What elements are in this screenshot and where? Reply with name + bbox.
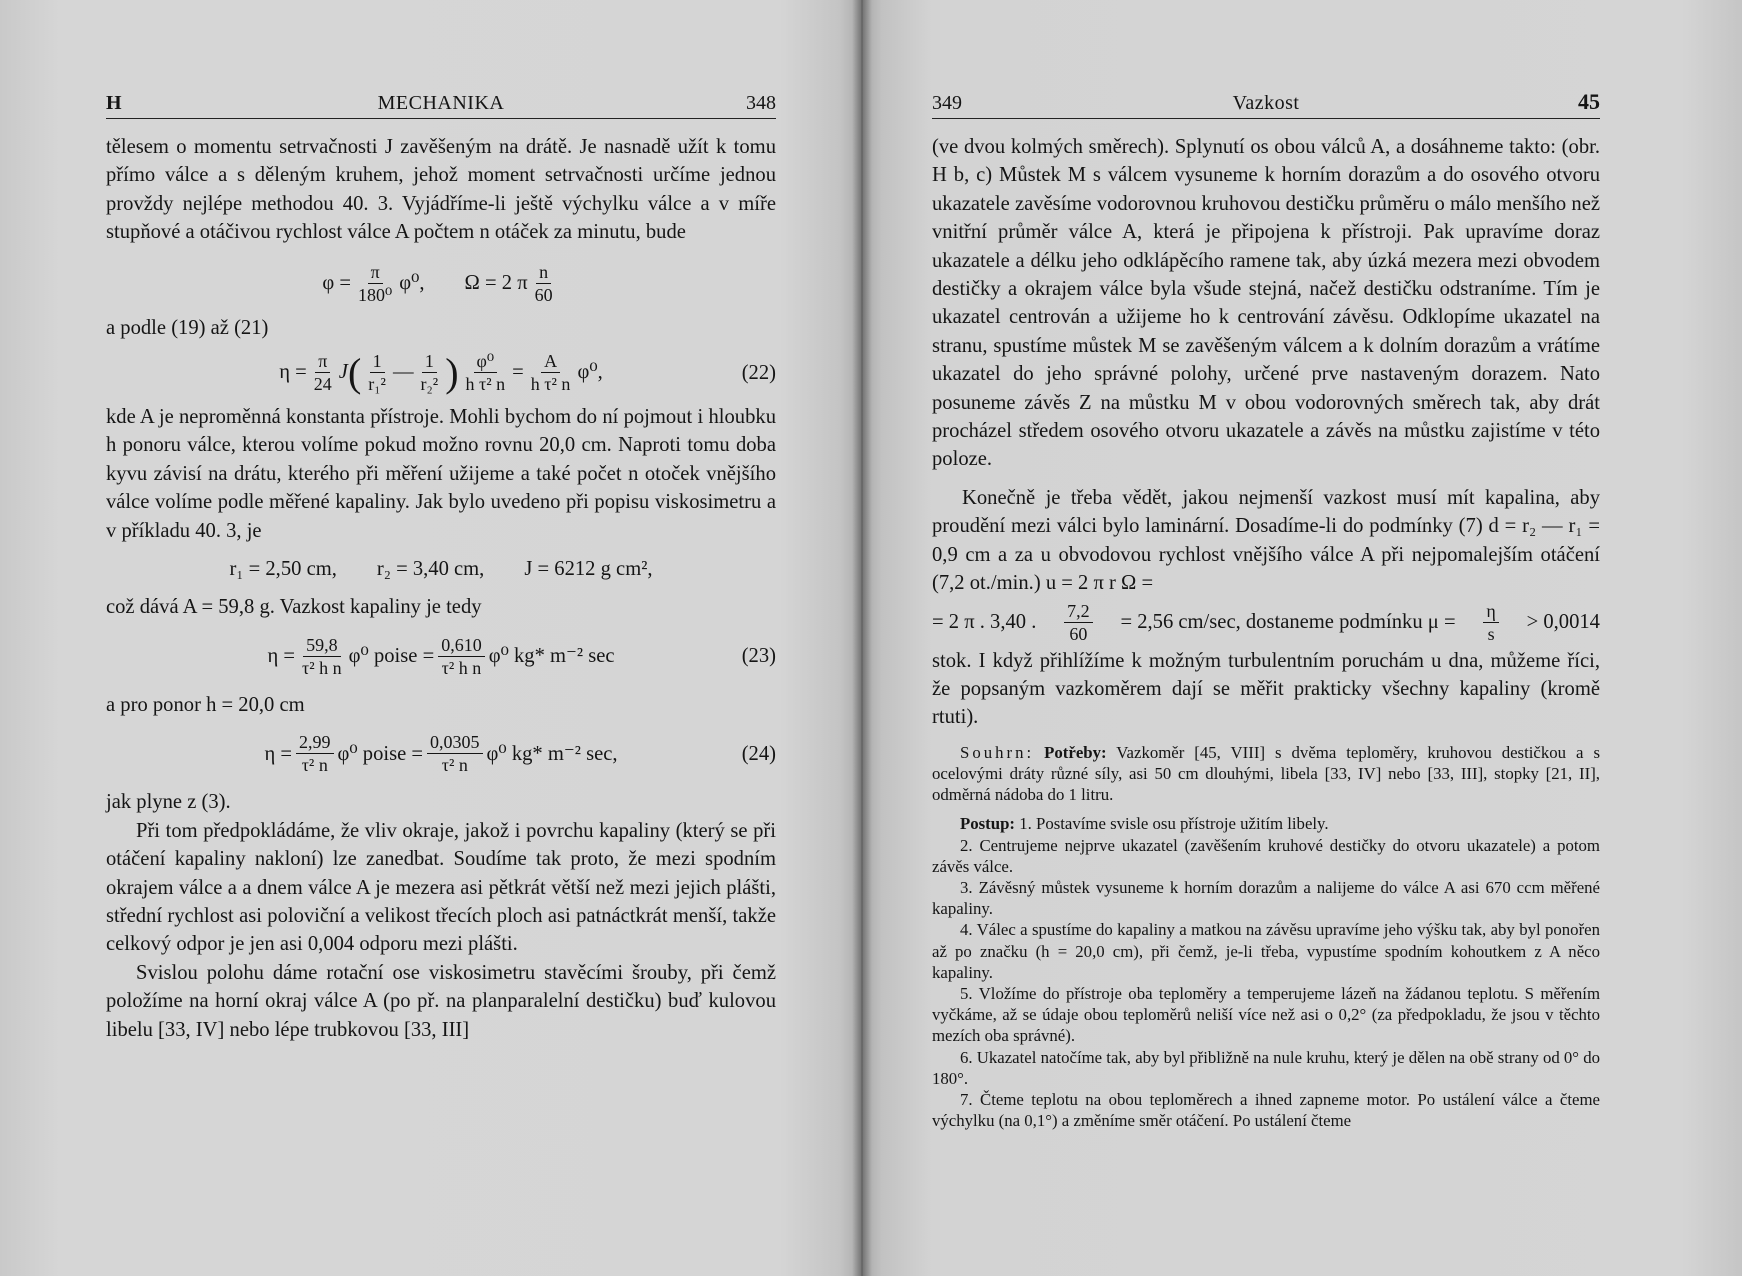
denominator: h τ² n bbox=[530, 374, 571, 395]
denominator: s bbox=[1487, 623, 1495, 644]
procedure-step: 7. Čteme teplotu na obou teploměrech a ihned zapneme motor. Po ustálení válce a čteme výchylku (na 0,1°) a změníme směr otáčení. Po ustálení čteme bbox=[932, 1089, 1600, 1131]
fraction bbox=[463, 350, 509, 395]
equation-phi bbox=[106, 261, 776, 306]
fraction bbox=[311, 350, 335, 395]
procedure-step: 6. Ukazatel natočíme tak, aby byl přibližně na nule kruhu, který je dělen na obě strany od 0° do 180°. bbox=[932, 1047, 1600, 1088]
potreby-label: Potřeby: bbox=[1044, 742, 1107, 762]
paragraph: tělesem o momentu setrvačnosti J zavěšeným na drátě. Je nasnadě užít k tomu přímo válce a s děleným kruhem, jehož moment setrvačnosti určíme jednou provždy nejlépe methodou 40. 3. Vyjádříme-li ještě výchylku válce a v míře stupňové a otáčivou rychlost válce A počtem n otáček za minutu, bude bbox=[106, 136, 776, 244]
eq-symbol: J bbox=[338, 361, 348, 384]
equation-number: (23) bbox=[741, 645, 776, 668]
numerator: φ⁰ bbox=[474, 350, 498, 373]
fraction bbox=[418, 350, 442, 395]
left-text-column bbox=[106, 88, 776, 1044]
paren-close: ) bbox=[445, 349, 459, 395]
equation-24 bbox=[106, 731, 776, 776]
text-line: a pro ponor h = 20,0 cm bbox=[106, 693, 305, 716]
header-page-number: 349 bbox=[932, 92, 962, 114]
procedure-intro bbox=[932, 813, 1600, 834]
numerator: n bbox=[536, 261, 551, 284]
denominator: τ² h n bbox=[302, 657, 342, 678]
numerator: 2,99 bbox=[296, 731, 334, 754]
eq-text: J = 6212 g cm², bbox=[524, 558, 653, 581]
eq-text: φ⁰ kg* m⁻² sec bbox=[488, 645, 615, 668]
equation-23 bbox=[106, 634, 776, 679]
eq-text: η = bbox=[264, 742, 293, 765]
numerator: 1 bbox=[370, 350, 385, 373]
header-title: MECHANIKA bbox=[377, 92, 505, 114]
numerator: 1 bbox=[422, 350, 437, 373]
eq-text: r₁ = 2,50 cm, bbox=[229, 558, 337, 581]
equation-number: (24) bbox=[741, 742, 776, 765]
eq-text: r₂ = 3,40 cm, bbox=[376, 558, 485, 581]
paragraph: kde A je neproměnná konstanta přístroje. Mohli bychom do ní pojmout i hloubku h ponoru válce, kterou volíme pokud možno rovnu 20,0 cm. Naproti tomu doba kyvu závisí na drátu, kterého při měření užijeme a také počet n otoček vnějšího válce volíme podle měřené kapaliny. Jak bylo uvedeno při popisu viskosimetru a v příkladu 40. 3, je bbox=[106, 406, 776, 542]
fraction bbox=[427, 731, 483, 776]
book-gutter bbox=[852, 0, 872, 1276]
denominator: τ² n bbox=[441, 755, 468, 776]
numerator: 59,8 bbox=[303, 634, 341, 657]
numerator: π bbox=[315, 350, 330, 373]
equation-number: (22) bbox=[741, 361, 776, 384]
eq-text: — bbox=[392, 361, 414, 384]
right-text-column bbox=[932, 88, 1600, 1131]
values-line bbox=[106, 555, 776, 583]
souhrn-label: Souhrn: bbox=[960, 742, 1035, 762]
right-page bbox=[862, 0, 1742, 1276]
fraction bbox=[299, 634, 345, 679]
denominator: 60 bbox=[1069, 623, 1088, 644]
paragraph: stok. I když přihlížíme k možným turbulentním poruchám u dna, můžeme říci, že popsaným vazkoměrem dají se měřit prakticky všechny kapaliny (kromě rtuti). bbox=[932, 649, 1600, 729]
text-line: jak plyne z (3). bbox=[106, 791, 231, 814]
denominator: τ² h n bbox=[441, 657, 482, 678]
paragraph: Svislou polohu dáme rotační ose viskosimetru stavěcími šrouby, při čemž položíme na horní okraj válce A (po př. na planparalelní destičku) buď kulovou libelu [33, IV] nebo lépe trubkovou [33, III] bbox=[106, 961, 776, 1041]
denominator: 24 bbox=[313, 374, 332, 395]
header-section-letter: H bbox=[106, 92, 122, 114]
paragraph: Při tom předpokládáme, že vliv okraje, jakož i povrchu kapaliny (který se při otáčení kapaliny nakloní) lze zanedbat. Soudíme tak proto, že mezi spodním okrajem válce a a dnem válce A je mezera asi pětkrát větší než mezi jejich plášti, střední rychlost asi poloviční a velikost třecích ploch asi patnáctkrát menší, takže celkový odpor je jen asi 0,004 odporu mezi plášti. bbox=[106, 819, 776, 956]
fraction bbox=[1064, 600, 1093, 645]
eq-text: φ⁰, bbox=[577, 361, 603, 384]
fraction bbox=[365, 350, 389, 395]
numerator: 7,2 bbox=[1064, 600, 1093, 623]
numerator: η bbox=[1483, 600, 1498, 623]
numerator: A bbox=[541, 350, 560, 373]
denominator: τ² n bbox=[301, 755, 328, 776]
procedure-step: 2. Centrujeme nejprve ukazatel (zavěšením kruhové destičky do otvoru ukazatele) a potom závěs válce. bbox=[932, 835, 1600, 876]
numerator: π bbox=[368, 261, 383, 284]
potreby-text: Vazkoměr [45, VIII] s dvěma teploměry, kruhovou destičkou a s ocelovými dráty různé síly, asi 50 cm dlouhými, libela [33, IV] nebo [33, III], stopky [21, II], odměrná nádoba do 1 litru. bbox=[932, 742, 1600, 805]
postup-label: Postup: bbox=[960, 814, 1016, 834]
fraction bbox=[528, 350, 574, 395]
fraction bbox=[296, 731, 334, 776]
eq-text: = 2 π . 3,40 . bbox=[932, 610, 1037, 633]
denominator: 60 bbox=[534, 284, 553, 305]
fraction bbox=[1483, 600, 1498, 645]
procedure-step: 5. Vložíme do přístroje oba teploměry a temperujeme lázeň na žádanou teplotu. S měřením vyčkáme, až se údaje obou teploměrů neliší více než asi o 0,2° (za předpokladu, že jsou v těchto mezích oba správné). bbox=[932, 983, 1600, 1046]
eq-text: η = bbox=[267, 645, 296, 668]
eq-text: > 0,0014 bbox=[1526, 610, 1600, 633]
denominator: 180⁰ bbox=[358, 284, 393, 305]
paragraph: Konečně je třeba vědět, jakou nejmenší vazkost musí mít kapalina, aby proudění mezi válci bylo laminární. Dosadíme-li do podmínky (7) d = r₂ — r₁ = 0,9 cm a za u obvodovou rychlost vnějšího válce A při nejpomalejším otáčení (7,2 ot./min.) u = 2 π r Ω = bbox=[932, 486, 1600, 595]
procedure-step: 4. Válec a spustíme do kapaliny a matkou na závěsu upravíme jeho výšku tak, aby byl ponořen až po značku (h = 20,0 cm), při čemž, je-li třeba, vypustíme spodním kohoutkem z A něco kapaliny. bbox=[932, 920, 1600, 982]
denominator: r₂² bbox=[420, 374, 439, 395]
numerator: 0,610 bbox=[438, 634, 485, 657]
summary-paragraph bbox=[932, 742, 1600, 806]
eq-text: φ = bbox=[322, 271, 352, 294]
denominator: r₁² bbox=[368, 374, 386, 395]
eq-text: φ⁰ poise = bbox=[348, 645, 435, 668]
text-line: a podle (19) až (21) bbox=[106, 316, 269, 339]
right-running-header bbox=[932, 88, 1600, 119]
eq-text: φ⁰, bbox=[399, 271, 425, 294]
text-line: což dává A = 59,8 g. Vazkost kapaliny je tedy bbox=[106, 596, 482, 619]
header-page-number: 348 bbox=[746, 92, 776, 114]
eq-text: = bbox=[512, 361, 524, 384]
fraction bbox=[355, 261, 395, 306]
fraction bbox=[532, 261, 556, 306]
eq-text: η = bbox=[279, 361, 307, 384]
procedure-step: 3. Závěsný můstek vysuneme k horním dorazům a nalijeme do válce A asi 670 ccm měřené kapaliny. bbox=[932, 877, 1600, 919]
header-title: Vazkost bbox=[1232, 92, 1300, 114]
eq-text: φ⁰ poise = bbox=[337, 742, 424, 765]
paragraph: (ve dvou kolmých směrech). Splynutí os obou válců A, a dosáhneme takto: (obr. H b, c) Můstek M s válcem vysuneme k horním dorazům a do osového otvoru ukazatele zavěsíme vodorovnou kruhovou destičku průměru o málo menšího než vnitřní průměr válce A, která je připojena k přístroji. Pak upravíme doraz ukazatele a délku jeho odklápěcího ramene tak, aby úzká mezera mezi obvodem destičky a okrajem válce byla všude stejná, načež destičku odstraníme. Tím je ukazatel centrován a užijeme ho k centrování závěsu. Odklopíme ukazatel na stranu, spustíme můstek M se zavěšeným válcem a k dolním dorazům a vrátíme ukazatel do jeho správné polohy, určené prve nastaveným dorazem. Nato posuneme závěs Z na můstku M v obou vodorovných směrech tak, aby drát procházel středem osového otvoru ukazatele a závěs na můstku zajistíme v této poloze. bbox=[932, 136, 1600, 471]
denominator: h τ² n bbox=[465, 374, 506, 395]
left-page bbox=[0, 0, 862, 1276]
procedure-step: 1. Postavíme svisle osu přístroje užitím libely. bbox=[1019, 814, 1329, 834]
eq-text: Ω = 2 π bbox=[464, 271, 528, 294]
fraction bbox=[438, 634, 485, 679]
equation-22 bbox=[106, 350, 776, 395]
paren-open: ( bbox=[347, 349, 362, 395]
header-section-number: 45 bbox=[1578, 89, 1600, 114]
eq-text: = 2,56 cm/sec, dostaneme podmínku μ = bbox=[1120, 610, 1456, 633]
numerator: 0,0305 bbox=[427, 731, 483, 754]
eq-text: φ⁰ kg* m⁻² sec, bbox=[486, 742, 618, 765]
left-running-header bbox=[106, 88, 776, 119]
equation-condition bbox=[932, 600, 1600, 645]
